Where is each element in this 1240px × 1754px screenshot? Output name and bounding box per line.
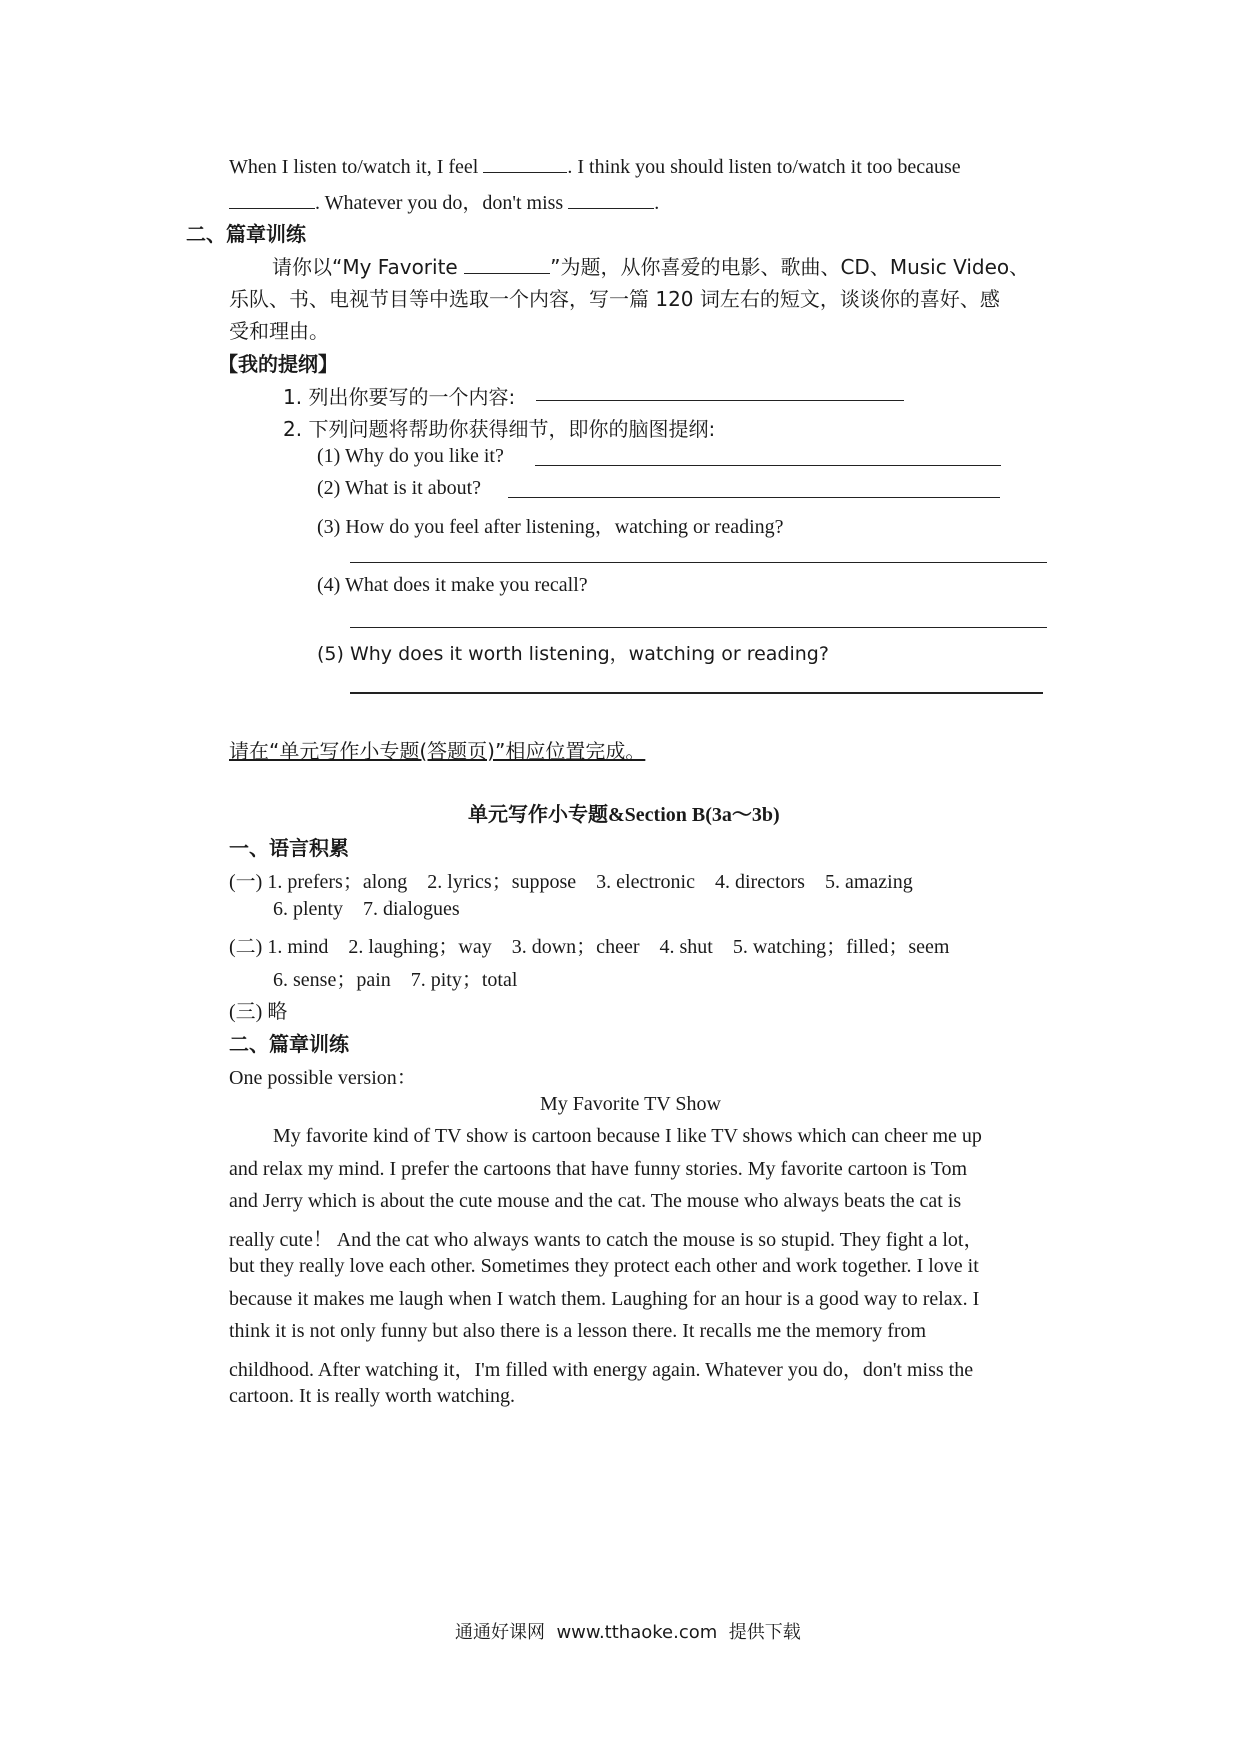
blank-favorite <box>464 255 550 274</box>
answer-line-q2 <box>508 497 1000 498</box>
outline-item-2: 2. 下列问题将帮助你获得细节，即你的脑图提纲: <box>283 417 716 441</box>
answers-group-3: (三) 略 <box>229 1001 288 1023</box>
answer-line-q3 <box>350 562 1047 563</box>
section-heading-writing: 二、篇章训练 <box>186 222 306 246</box>
prompt-part-b: ”为题，从你喜爱的电影、歌曲、CD、Music Video、 <box>550 255 1030 279</box>
answer-line-q4 <box>350 627 1047 628</box>
blank-miss <box>568 190 654 209</box>
version-label: One possible version： <box>229 1067 417 1089</box>
answers-heading-language: 一、语言积累 <box>229 836 349 860</box>
answer-line-q5 <box>350 692 1043 694</box>
prompt-line-3: 受和理由。 <box>229 319 329 343</box>
blank-because <box>229 190 315 209</box>
outline-item-1-text: 1. 列出你要写的一个内容: <box>283 385 516 409</box>
essay-line: think it is not only funny but also there is a lesson there. It recalls me the memory from <box>229 1320 927 1342</box>
essay-line: and Jerry which is about the cute mouse and the cat. The mouse who always beats the cat is <box>229 1190 962 1212</box>
question-3: (3) How do you feel after listening，watching or reading? <box>317 516 784 538</box>
answers-title: 单元写作小专题&Section B(3a～3b) <box>468 804 780 826</box>
essay-line: cartoon. It is really worth watching. <box>229 1385 516 1407</box>
outline-label: 【我的提纲】 <box>218 352 338 376</box>
question-4: (4) What does it make you recall? <box>317 574 588 596</box>
essay-line: and relax my mind. I prefer the cartoons that have funny stories. My favorite cartoon is Tom <box>229 1158 968 1180</box>
instruction-complete: 请在“单元写作小专题(答题页)”相应位置完成。 <box>229 739 646 763</box>
prompt-part-a: 请你以“My Favorite <box>272 255 458 279</box>
answers-group-1-line-2: 6. plenty 7. dialogues <box>273 898 460 920</box>
essay-line: but they really love each other. Sometimes they protect each other and work together. I love it <box>229 1255 979 1277</box>
question-5: (5) Why does it worth listening，watching or reading? <box>317 643 829 665</box>
sentence-line-1 <box>229 154 961 179</box>
sentence-1-part-b: . I think you should listen to/watch it too because <box>567 156 961 178</box>
sentence-line-2 <box>229 186 659 215</box>
sentence-2-part-a: . Whatever you do，don't miss <box>315 192 564 214</box>
prompt-line-2: 乐队、书、电视节目等中选取一个内容，写一篇 120 词左右的短文，谈谈你的喜好、感 <box>229 287 1000 311</box>
answers-heading-writing: 二、篇章训练 <box>229 1032 349 1056</box>
answer-line-item1 <box>536 400 904 401</box>
essay-line: My favorite kind of TV show is cartoon because I like TV shows which can cheer me up <box>273 1125 982 1147</box>
answer-line-q1 <box>535 465 1001 466</box>
prompt-line-1 <box>272 251 1029 280</box>
essay-title: My Favorite TV Show <box>540 1093 721 1115</box>
answers-group-2-line-2: 6. sense；pain 7. pity；total <box>273 969 518 991</box>
outline-item-1 <box>283 381 515 410</box>
question-1: (1) Why do you like it? <box>317 445 504 467</box>
footer-text: 通通好课网 www.tthaoke.com 提供下载 <box>455 1622 801 1643</box>
essay-line: because it makes me laugh when I watch them. Laughing for an hour is a good way to relax. I <box>229 1288 980 1310</box>
sentence-2-part-b: . <box>654 192 660 214</box>
question-2: (2) What is it about? <box>317 477 482 499</box>
blank-feel <box>483 154 567 173</box>
answers-group-2-line-1: (二) 1. mind 2. laughing；way 3. down；cheer 4. shut 5. watching；filled；seem <box>229 936 950 958</box>
sentence-1-part-a: When I listen to/watch it, I feel <box>229 156 479 178</box>
answers-group-1-line-1: (一) 1. prefers；along 2. lyrics；suppose 3. electronic 4. directors 5. amazing <box>229 871 913 893</box>
essay-line: childhood. After watching it，I'm filled with energy again. Whatever you do，don't miss the <box>229 1359 974 1381</box>
essay-line: really cute！ And the cat who always wants to catch the mouse is so stupid. They fight a lot， <box>229 1229 984 1251</box>
